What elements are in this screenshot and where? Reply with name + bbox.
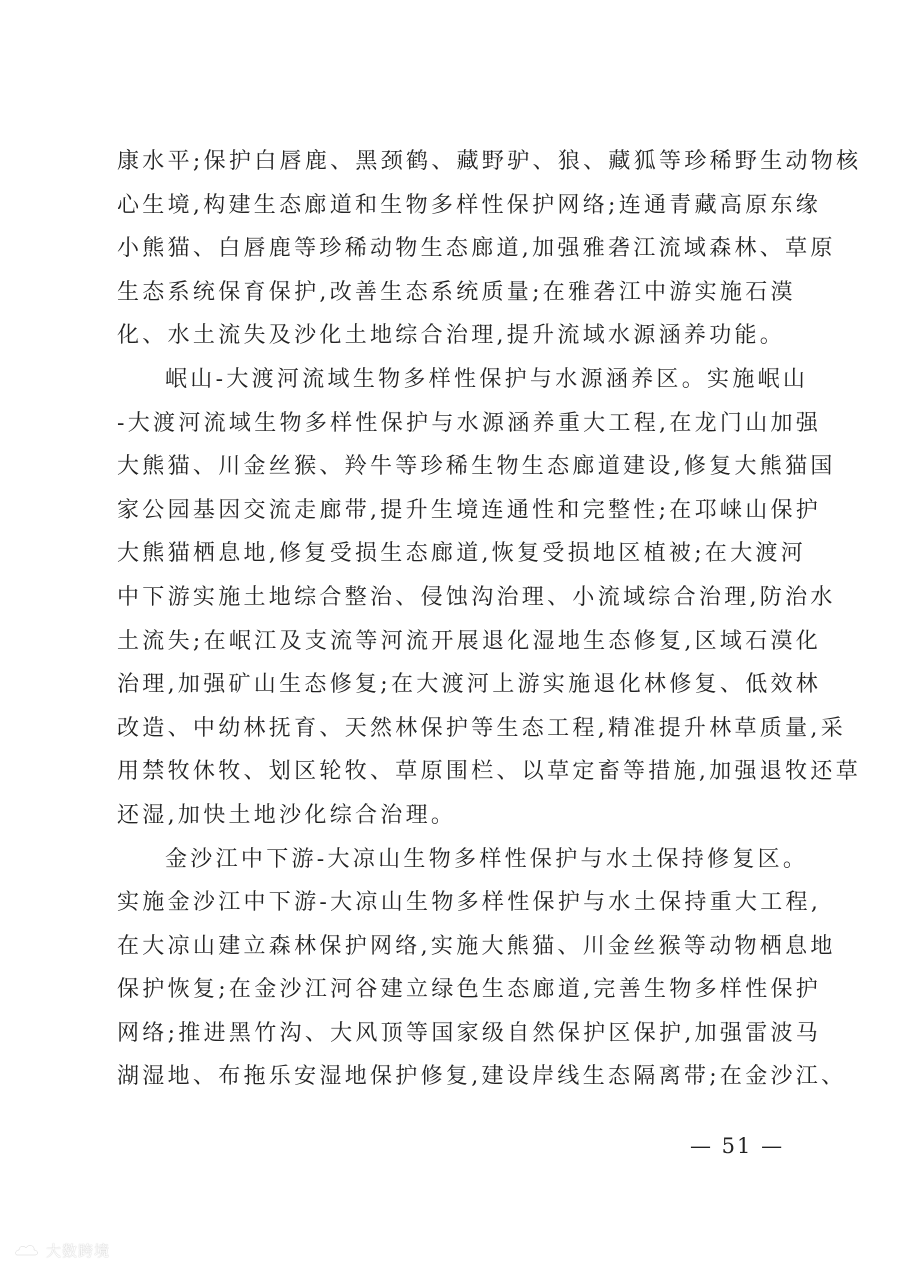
- text-line: 化、水土流失及沙化土地综合治理,提升流域水源涵养功能。: [117, 323, 786, 349]
- text-line: 保护恢复;在金沙江河谷建立绿色生态廊道,完善生物多样性保护: [117, 977, 822, 1003]
- body-text: [117, 140, 862, 1099]
- text-line: 中下游实施土地综合整治、侵蚀沟治理、小流域综合治理,防治水: [117, 584, 836, 610]
- text-line: 实施金沙江中下游-大凉山生物多样性保护与水土保持重大工程,: [117, 890, 822, 916]
- text-line: 康水平;保护白唇鹿、黑颈鹤、藏野驴、狼、藏狐等珍稀野生动物核: [117, 149, 862, 174]
- watermark-text: 大数跨境: [46, 1242, 111, 1260]
- cloud-swirl-icon: [14, 1242, 40, 1260]
- text-line: 大熊猫栖息地,修复受损生态廊道,恢复受损地区植被;在大渡河: [117, 541, 807, 567]
- text-line: 湖湿地、布拖乐安湿地保护修复,建设岸线生态隔离带;在金沙江、: [117, 1064, 847, 1090]
- text-line: 治理,加强矿山生态修复;在大渡河上游实施退化林修复、低效林: [117, 672, 822, 698]
- text-line: 在大凉山建立森林保护网络,实施大熊猫、川金丝猴等动物栖息地: [117, 933, 836, 959]
- watermark: [14, 1240, 110, 1261]
- text-line: 用禁牧休牧、划区轮牧、草原围栏、以草定畜等措施,加强退牧还草: [117, 759, 861, 785]
- page-number: — 51 —: [690, 1134, 785, 1158]
- text-line: 改造、中幼林抚育、天然林保护等生态工程,精准提升林草质量,采: [117, 715, 846, 741]
- text-line: 网络;推进黑竹沟、大风顶等国家级自然保护区保护,加强雷波马: [117, 1020, 822, 1046]
- section-heading-line: 岷山-大渡河流域生物多样性保护与水源涵养区。实施岷山: [165, 366, 809, 392]
- text-line: 家公园基因交流走廊带,提升生境连通性和完整性;在邛崃山保护: [117, 497, 822, 523]
- text-line: 小熊猫、白唇鹿等珍稀动物生态廊道,加强雅砻江流域森林、草原: [117, 236, 836, 262]
- section-heading-line: 金沙江中下游-大凉山生物多样性保护与水土保持修复区。: [165, 846, 809, 872]
- text-line: 大熊猫、川金丝猴、羚牛等珍稀生物生态廊道建设,修复大熊猫国: [117, 454, 836, 480]
- text-line: -大渡河流域生物多样性保护与水源涵养重大工程,在龙门山加强: [117, 410, 822, 436]
- text-line: 还湿,加快土地沙化综合治理。: [117, 802, 457, 828]
- text-line: 土流失;在岷江及支流等河流开展退化湿地生态修复,区域石漠化: [117, 628, 822, 654]
- text-line: 生态系统保育保护,改善生态系统质量;在雅砻江中游实施石漠: [117, 279, 796, 305]
- text-line: 心生境,构建生态廊道和生物多样性保护网络;连通青藏高原东缘: [117, 192, 822, 218]
